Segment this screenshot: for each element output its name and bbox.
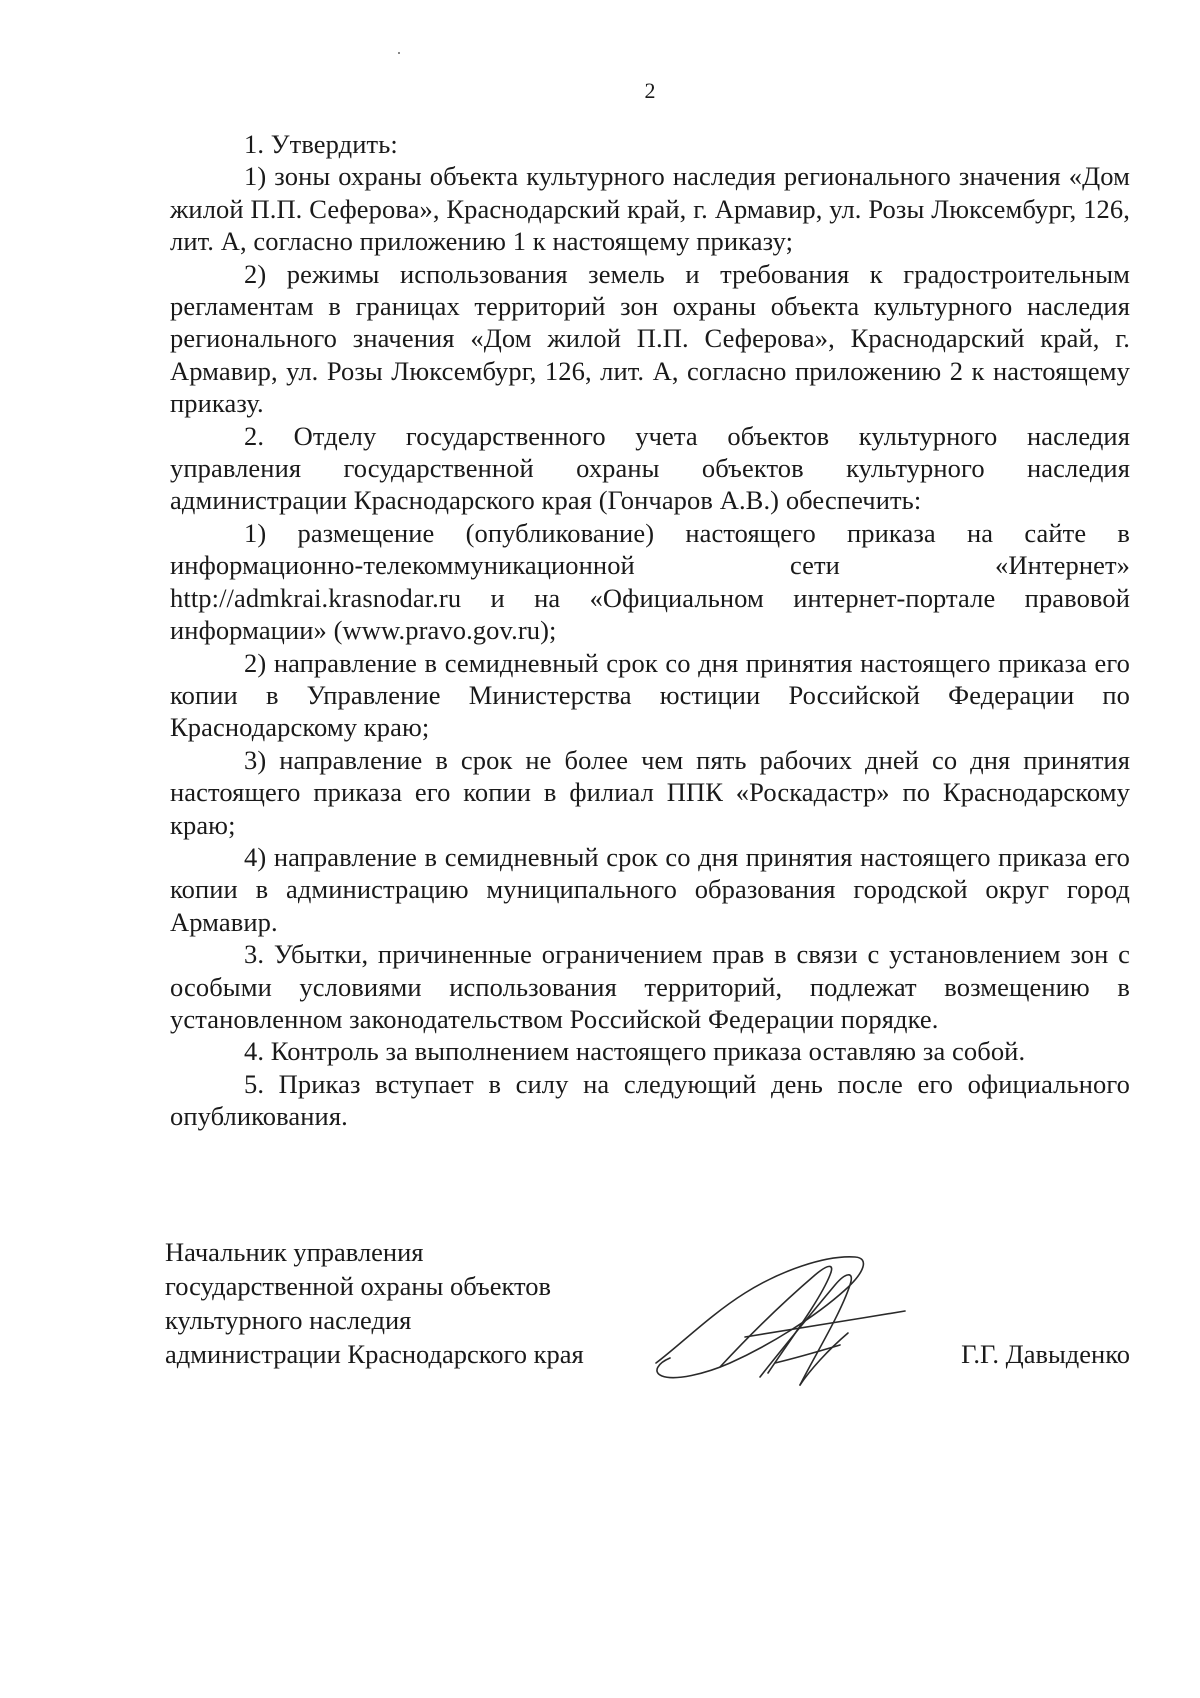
paragraph-2: 2. Отделу государственного учета объектов культурного наследия управления государственной охраны объектов культурного наследия администрации Краснодарского края (Гончаров А.В.) обеспечить: — [170, 420, 1130, 516]
signer-position-line: государственной охраны объектов — [165, 1271, 552, 1301]
signer-position-line: администрации Краснодарского края — [165, 1339, 584, 1369]
paragraph-1: 1. Утвердить: — [244, 129, 398, 159]
signer-name: Г.Г. Давыденко — [961, 1339, 1130, 1369]
paragraph-1-2: 2) режимы использования земель и требования к градостроительным регламентам в границах территорий зон охраны объекта культурного наследия регионального значения «Дом жилой П.П. Сеферова», Краснодарский край, г. Армавир, ул. Розы Люксембург, 126, лит. А, согласно приложению 2 к настоящему приказу. — [170, 258, 1130, 419]
paragraph-2-2: 2) направление в семидневный срок со дня принятия настоящего приказа его копии в Управление Министерства юстиции Российской Федерации по Краснодарскому краю; — [170, 647, 1130, 743]
signer-position-line: Начальник управления — [165, 1237, 424, 1267]
paragraph-5: 5. Приказ вступает в силу на следующий день после его официального опубликования. — [170, 1068, 1130, 1132]
paragraph-2-3: 3) направление в срок не более чем пять рабочих дней со дня принятия настоящего приказа его копии в филиал ППК «Роскадастр» по Краснодарскому краю; — [170, 744, 1130, 840]
paragraph-2-4: 4) направление в семидневный срок со дня принятия настоящего приказа его копии в администрацию муниципального образования городской округ город Армавир. — [170, 841, 1130, 937]
paragraph-1-1: 1) зоны охраны объекта культурного наследия регионального значения «Дом жилой П.П. Сеферова», Краснодарский край, г. Армавир, ул. Розы Люксембург, 126, лит. А, согласно приложению 1 к настоящему приказу; — [170, 161, 1130, 257]
scan-artifact — [398, 52, 400, 54]
paragraph-2-1: 1) размещение (опубликование) настоящего приказа на сайте в информационно-телекоммуникационной сети «Интернет» http://admkrai.krasnodar.ru и на «Официальном интернет-портале правовой информации» (www.pravo.gov.ru); — [170, 517, 1130, 646]
order-body — [170, 128, 1130, 1133]
page-number: 2 — [644, 78, 656, 103]
paragraph-3: 3. Убытки, причиненные ограничением прав в связи с установлением зон с особыми условиями использования территорий, подлежат возмещению в установленном законодательством Российской Федерации порядке. — [170, 939, 1130, 1034]
paragraph-4: 4. Контроль за выполнением настоящего приказа оставляю за собой. — [244, 1036, 1026, 1067]
signature-block — [165, 1235, 1130, 1405]
handwritten-signature — [650, 1245, 910, 1395]
signer-position-line: культурного наследия — [165, 1305, 412, 1335]
signer-position — [165, 1235, 584, 1371]
